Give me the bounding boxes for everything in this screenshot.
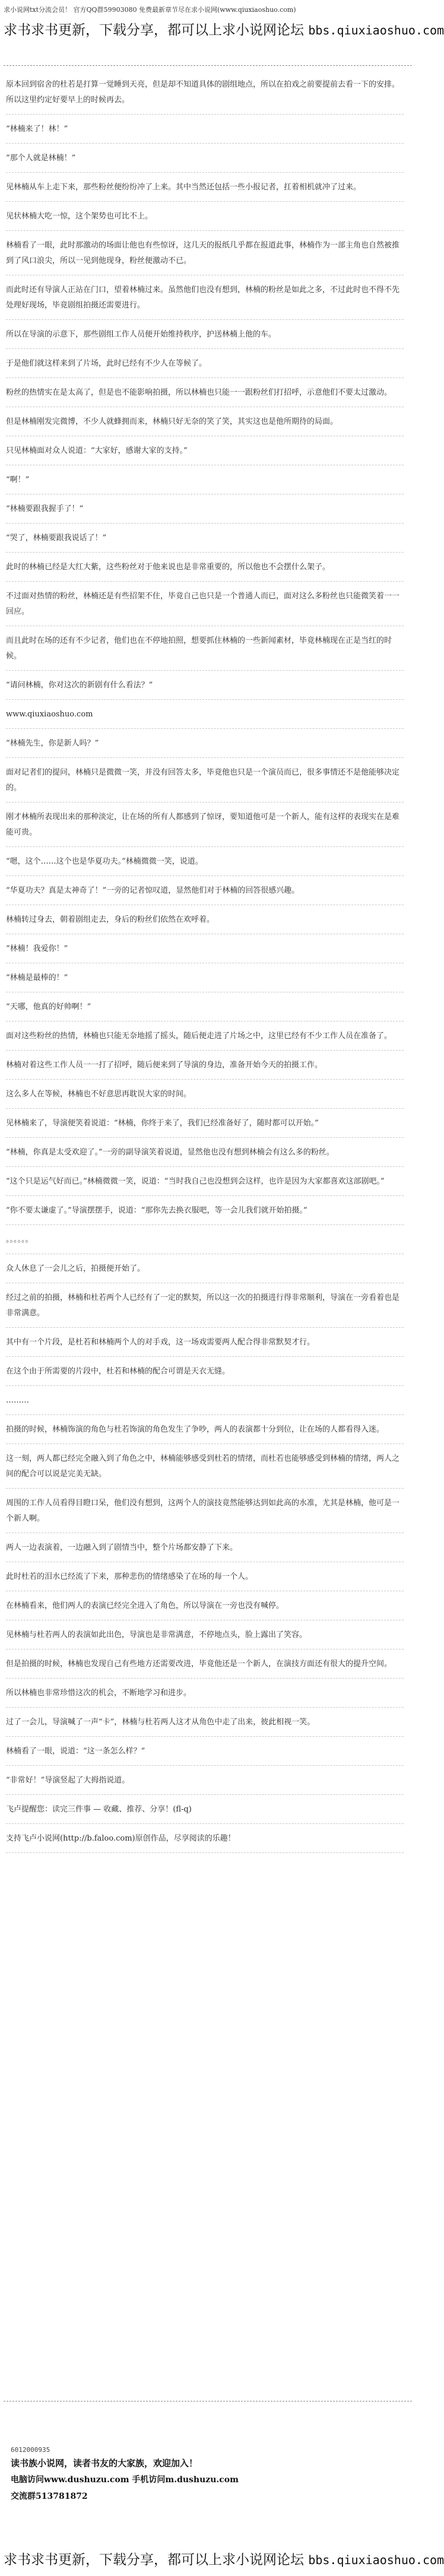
footer-welcome: 读书族小说网，读者书友的大家族，欢迎加入！: [11, 2458, 198, 2469]
banner-url[interactable]: bbs.qiuxiaoshuo.com: [308, 2553, 444, 2567]
paragraph: 不过面对热情的粉丝，林楠还是有些招架不住，毕竟自己也只是一个普通人而已，面对这么多粉丝也只能微笑着一一回应。: [6, 589, 404, 626]
paragraph: “这个只是运气好而已。”林楠微微一笑，说道：“当时我自己也没想到会这样，也许是因为大家都喜欢这部剧吧。”: [6, 1174, 404, 1196]
paragraph: 见林楠从车上走下来，那些粉丝便纷纷冲了上来。其中当然还包括一些小报记者，扛着相机就冲了过来。: [6, 180, 404, 202]
paragraph: 刚才林楠所表现出来的那种淡定，让在场的所有人都感到了惊讶，要知道他可是一个新人，能有这样的表现实在是难能可贵。: [6, 810, 404, 847]
paragraph: 但是拍摄的时候，林楠也发现自己有些地方还需要改进，毕竟他还是一个新人，在演技方面还有很大的提升空间。: [6, 1657, 404, 1679]
paragraph: 此时的林楠已经是大红大紫，这些粉丝对于他来说也是非常重要的，所以他也不会摆什么架子。: [6, 560, 404, 582]
paragraph: “林楠是最棒的！”: [6, 970, 404, 992]
footer-links[interactable]: 电脑访问www.dushuzu.com 手机访问m.dushuzu.com: [11, 2475, 239, 2485]
paragraph: 于是他们就这样来到了片场，此时已经有不少人在等候了。: [6, 356, 404, 378]
footer-code: 6012000935: [11, 2446, 50, 2454]
paragraph: 粉丝的热情实在是太高了，但是也不能影响拍摄，所以林楠也只能一一跟粉丝们打招呼，示意他们不要太过激动。: [6, 385, 404, 407]
paragraph: “请问林楠，你对这次的新剧有什么看法？”: [6, 678, 404, 700]
forum-banner-top: [4, 21, 444, 39]
paragraph: “林楠来了！林！”: [6, 122, 404, 144]
footer-group: 交流群513781872: [11, 2492, 88, 2501]
paragraph: 经过之前的拍摄，林楠和杜若两个人已经有了一定的默契，所以这一次的拍摄进行得非常顺利，导演在一旁看着也是非常满意。: [6, 1290, 404, 1328]
paragraph: 面对记者们的提问，林楠只是微微一笑，并没有回答太多，毕竟他也只是一个演员而已，很多事情还不是他能够决定的。: [6, 765, 404, 802]
paragraph: 原本回到宿舍的杜若是打算一觉睡到天亮，但是却不知道具体的剧组地点，所以在拍戏之前要提前去看一下的安排。所以这里约定好要早上的时候再去。: [6, 77, 404, 115]
source-note: 求小说网txt分流会员！ 官方QQ群59903080 免费最新章节尽在求小说网(www.qiuxiaoshuo.com): [4, 6, 296, 14]
paragraph: 见林楠来了，导演便笑着说道：“林楠，你终于来了，我们已经准备好了，随时都可以开始。”: [6, 1116, 404, 1138]
paragraph: 而此时还有导演人正站在门口，望着林楠过来。虽然他们也没有想到，林楠的粉丝是如此之多，不过此时也不得不先处理好现场，毕竟剧组拍摄还需要进行。: [6, 283, 404, 320]
paragraph: 但是林楠刚发完微博，不少人就蜂拥而来，林楠只好无奈的笑了笑，其实这也是他所期待的局面。: [6, 414, 404, 436]
paragraph: 过了一会儿，导演喊了一声“卡”，林楠与杜若两人这才从角色中走了出来，彼此相视一笑。: [6, 1715, 404, 1737]
paragraph: 林楠看了一眼，说道：“这一条怎么样？”: [6, 1744, 404, 1766]
paragraph: “哭了，林楠要跟我说话了！”: [6, 531, 404, 553]
divider: [4, 65, 412, 66]
paragraph: 见状林楠大吃一惊，这个架势也可比不上。: [6, 209, 404, 231]
paragraph: “你不要太谦虚了。”导演摆摆手，说道：“那你先去换衣服吧，等一会儿我们就开始拍摄。”: [6, 1203, 404, 1225]
paragraph: “那个人就是林楠！”: [6, 151, 404, 173]
paragraph: “非常好！”导演竖起了大拇指说道。: [6, 1773, 404, 1795]
paragraph: 这么多人在等候，林楠也不好意思再耽误大家的时间。: [6, 1087, 404, 1109]
paragraph: “天哪，他真的好帅啊！”: [6, 1000, 404, 1021]
paragraph: 飞卢提醒您：读完三件事 — 收藏、推荐、分享！(fl-q): [6, 1802, 404, 1824]
paragraph: “嗯，这个……这个也是华夏功夫。”林楠微微一笑，说道。: [6, 854, 404, 876]
banner-text: 求书求书更新，下载分享，都可以上求小说网论坛: [4, 2552, 304, 2568]
paragraph: 众人休息了一会儿之后，拍摄便开始了。: [6, 1261, 404, 1283]
paragraph: 支持飞卢小说网(http://b.faloo.com)原创作品，尽享阅读的乐趣！: [6, 1831, 404, 1853]
paragraph: “华夏功夫？真是太神奇了！”一旁的记者惊叹道，显然他们对于林楠的回答很感兴趣。: [6, 883, 404, 905]
paragraph: 此时杜若的泪水已经流了下来，那种悲伤的情绪感染了在场的每一个人。: [6, 1569, 404, 1591]
paragraph: 拍摄的时候，林楠饰演的角色与杜若饰演的角色发生了争吵，两人的表演都十分到位，让在场的人都看得入迷。: [6, 1422, 404, 1444]
paragraph: 面对这些粉丝的热情，林楠也只能无奈地摇了摇头，随后便走进了片场之中，这里已经有不少工作人员在准备了。: [6, 1029, 404, 1051]
paragraph: 林楠转过身去，朝着剧组走去，身后的粉丝们依然在欢呼着。: [6, 912, 404, 934]
paragraph: 在这个由于所需要的片段中，杜若和林楠的配合可谓是天衣无缝。: [6, 1364, 404, 1386]
paragraph: 只见林楠面对众人说道：“大家好，感谢大家的支持。”: [6, 443, 404, 465]
paragraph: 见林楠与杜若两人的表演如此出色，导演也是非常满意，不停地点头，脸上露出了笑容。: [6, 1628, 404, 1649]
paragraph: 而且此时在场的还有不少记者，他们也在不停地拍照，想要抓住林楠的一些新闻素材，毕竟林楠现在正是当红的时候。: [6, 633, 404, 671]
banner-text: 求书求书更新，下载分享，都可以上求小说网论坛: [4, 23, 304, 38]
paragraph: “林楠要跟我握手了！”: [6, 502, 404, 524]
banner-url[interactable]: bbs.qiuxiaoshuo.com: [308, 23, 444, 37]
paragraph: 两人一边表演着，一边融入到了剧情当中，整个片场都安静了下来。: [6, 1540, 404, 1562]
chapter-content: [6, 77, 404, 2392]
paragraph: 所以在导演的示意下，那些剧组工作人员便开始维持秩序，护送林楠上他的车。: [6, 327, 404, 349]
site-footer: [11, 2445, 402, 2505]
paragraph: 所以林楠也非常珍惜这次的机会，不断地学习和进步。: [6, 1686, 404, 1708]
paragraph: 林楠对着这些工作人员一一打了招呼，随后便来到了导演的身边，准备开始今天的拍摄工作。: [6, 1058, 404, 1080]
paragraph: 其中有一个片段，是杜若和林楠两个人的对手戏，这一场戏需要两人配合得非常默契才行。: [6, 1335, 404, 1357]
paragraph: ………: [6, 1393, 404, 1415]
paragraph: “啊！”: [6, 472, 404, 494]
paragraph: www.qiuxiaoshuo.com: [6, 707, 404, 729]
paragraph: 周围的工作人员看得目瞪口呆，他们没有想到，这两个人的演技竟然能够达到如此高的水准，尤其是林楠，他可是一个新人啊。: [6, 1496, 404, 1533]
paragraph: 在林楠看来，他们两人的表演已经完全进入了角色，所以导演在一旁也没有喊停。: [6, 1598, 404, 1620]
paragraph: 这一刻，两人都已经完全融入到了角色之中，林楠能够感受到杜若的情绪，而杜若也能够感受到林楠的情绪，两人之间的配合可以说是完美无缺。: [6, 1451, 404, 1489]
paragraph: “林楠！我爱你！”: [6, 941, 404, 963]
forum-banner-bottom: [4, 2551, 444, 2569]
paragraph: 林楠看了一眼，此时那激动的场面让他也有些惊讶，这几天的报纸几乎都在报道此事，林楠作为一部主角也自然被推到了风口浪尖，所以一见到他现身，粉丝便激动不已。: [6, 238, 404, 275]
paragraph: “林楠，你真是太受欢迎了。”一旁的副导演笑着说道，显然他也没有想到林楠会有这么多的粉丝。: [6, 1145, 404, 1167]
paragraph: 。。。。。。: [6, 1232, 404, 1254]
paragraph: “林楠先生，你是新人吗？”: [6, 736, 404, 758]
